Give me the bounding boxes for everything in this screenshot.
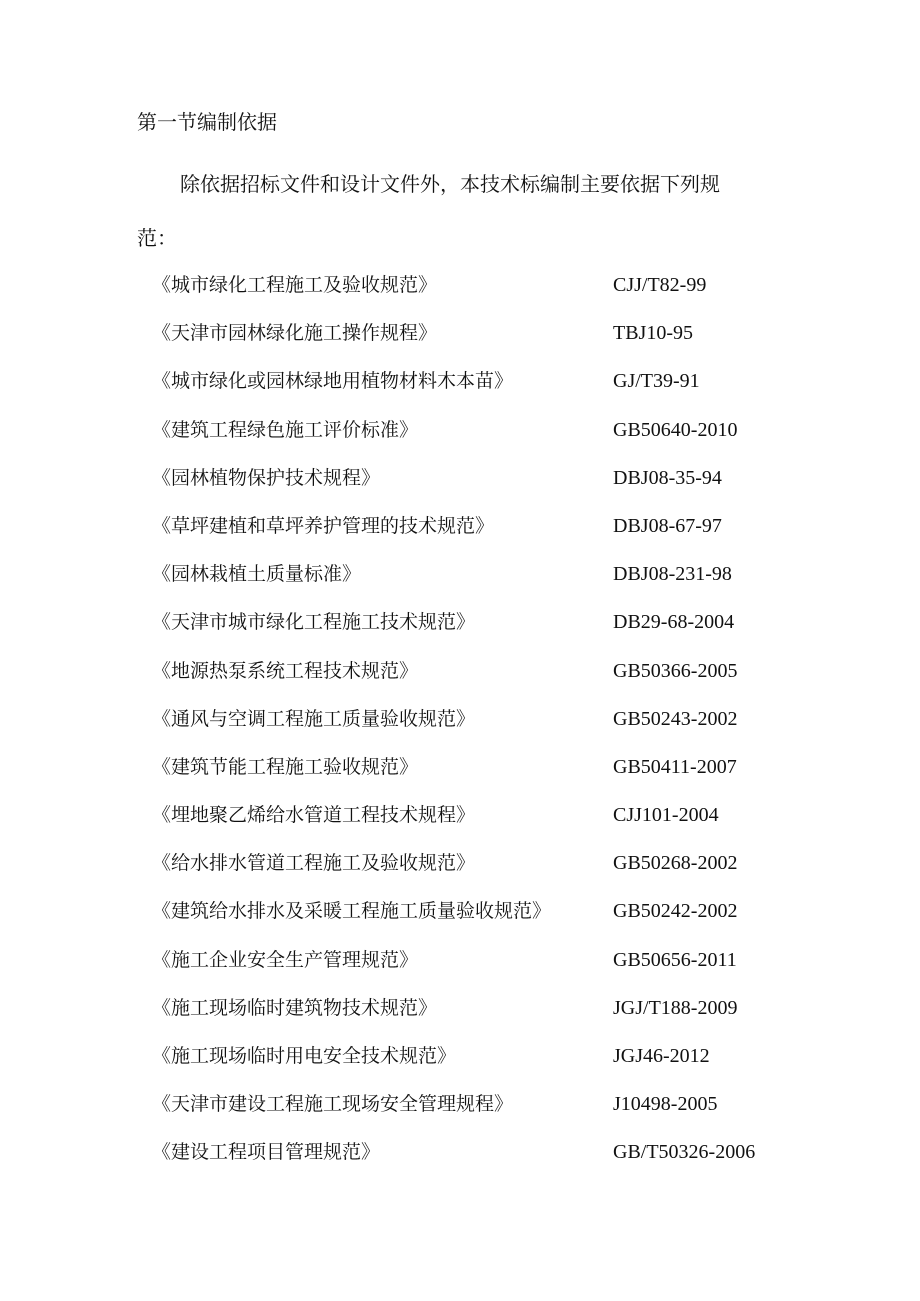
- standard-code: CJJ/T82-99: [613, 274, 707, 296]
- standard-name: 《埋地聚乙烯给水管道工程技术规程》: [152, 804, 476, 827]
- standard-row: [0, 993, 920, 1041]
- standard-code: GB50411-2007: [613, 755, 737, 778]
- standard-row: [0, 1041, 920, 1089]
- standard-row: [0, 511, 920, 559]
- standard-row: [0, 896, 920, 944]
- standard-row: [0, 752, 920, 800]
- standard-name: 《施工现场临时建筑物技术规范》: [152, 996, 438, 1019]
- standard-code: DB29-68-2004: [613, 611, 735, 634]
- standard-row: [0, 656, 920, 704]
- section-heading: 第一节编制依据: [137, 110, 277, 134]
- standard-code: CJJ101-2004: [613, 804, 719, 827]
- standard-row: [0, 318, 920, 366]
- intro-paragraph-line-2: 范：: [137, 226, 177, 250]
- standard-row: [0, 415, 920, 463]
- standard-name: 《地源热泵系统工程技术规范》: [152, 659, 419, 682]
- standard-name: 《天津市园林绿化施工操作规程》: [152, 322, 438, 345]
- standard-name: 《城市绿化或园林绿地用植物材料木本苗》: [152, 370, 514, 393]
- standard-code: DBJ08-231-98: [613, 563, 732, 586]
- standard-code: GB50656-2011: [613, 948, 737, 971]
- standard-row: [0, 800, 920, 848]
- standard-name: 《草坪建植和草坪养护管理的技术规范》: [152, 514, 495, 537]
- standard-code: TBJ10-95: [613, 322, 693, 345]
- standard-name: 《施工企业安全生产管理规范》: [152, 948, 419, 971]
- standard-row: [0, 559, 920, 607]
- standard-name: 《园林栽植土质量标准》: [152, 563, 362, 586]
- standard-name: 《建筑给水排水及采暖工程施工质量验收规范》: [152, 900, 552, 923]
- standard-name: 《建筑节能工程施工验收规范》: [152, 755, 419, 778]
- standard-name: 《天津市建设工程施工现场安全管理规程》: [152, 1093, 514, 1116]
- standard-code: J10498-2005: [613, 1093, 718, 1116]
- standard-row: [0, 848, 920, 896]
- standard-name: 《建筑工程绿色施工评价标准》: [152, 418, 419, 441]
- standard-name: 《给水排水管道工程施工及验收规范》: [152, 852, 476, 875]
- standard-row: [0, 945, 920, 993]
- standard-row: [0, 1137, 920, 1185]
- standard-code: GB50640-2010: [613, 418, 738, 441]
- standard-row: [0, 607, 920, 655]
- standard-code: GB50242-2002: [613, 900, 738, 923]
- standard-name: 《建设工程项目管理规范》: [152, 1141, 381, 1164]
- standard-code: JGJ46-2012: [613, 1045, 710, 1067]
- standards-list: [0, 270, 920, 1186]
- intro-paragraph-line-1: 除依据招标文件和设计文件外，本技术标编制主要依据下列规: [180, 172, 720, 196]
- standard-code: DBJ08-67-97: [613, 514, 722, 537]
- standard-row: [0, 366, 920, 414]
- standard-name: 《施工现场临时用电安全技术规范》: [152, 1045, 457, 1067]
- standard-name: 《城市绿化工程施工及验收规范》: [152, 274, 438, 296]
- standard-name: 《园林植物保护技术规程》: [152, 466, 381, 489]
- standard-name: 《通风与空调工程施工质量验收规范》: [152, 707, 476, 730]
- standard-name: 《天津市城市绿化工程施工技术规范》: [152, 611, 476, 634]
- standard-row: [0, 270, 920, 318]
- standard-row: [0, 704, 920, 752]
- standard-code: GB/T50326-2006: [613, 1141, 756, 1164]
- standard-code: DBJ08-35-94: [613, 466, 722, 489]
- standard-row: [0, 1089, 920, 1137]
- standard-code: GJ/T39-91: [613, 370, 700, 393]
- standard-row: [0, 463, 920, 511]
- standard-code: GB50366-2005: [613, 659, 738, 682]
- standard-code: JGJ/T188-2009: [613, 996, 738, 1019]
- standard-code: GB50268-2002: [613, 852, 738, 875]
- standard-code: GB50243-2002: [613, 707, 738, 730]
